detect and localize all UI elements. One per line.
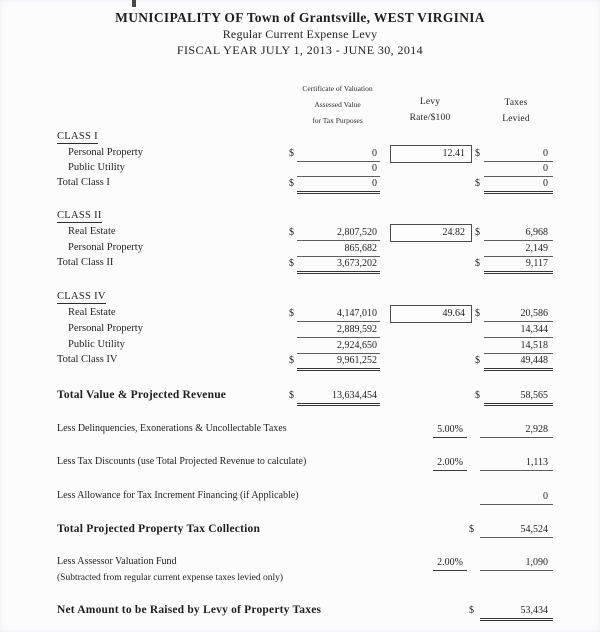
levy-rate-box: 24.82: [390, 224, 472, 242]
class4-row-real-estate: [0, 307, 600, 322]
document-subtitle: Regular Current Expense Levy: [222, 27, 378, 41]
amount-value: 53,434: [480, 604, 553, 619]
fiscal-year-line: FISCAL YEAR JULY 1, 2013 - JUNE 30, 2014: [176, 43, 424, 57]
col-header-rate: Rate/$100: [409, 113, 451, 123]
assessed-value: 13,634,454: [297, 389, 380, 404]
amount-value: 1,113: [480, 456, 553, 471]
taxes-value: 9,117: [484, 257, 553, 272]
amount-value: 2,928: [480, 423, 553, 438]
dollar-sign: $: [289, 390, 294, 401]
class2-title: CLASS II: [57, 210, 102, 221]
net-amount-row: [0, 604, 600, 619]
dollar-sign: $: [289, 178, 294, 189]
class4-total-row: [0, 354, 600, 369]
taxes-value: 20,586: [484, 307, 553, 322]
tif-allowance-row: [0, 490, 600, 505]
levy-rate-box: 12.41: [390, 145, 472, 163]
row-label: Less Delinquencies, Exonerations & Uncollectable Taxes: [57, 423, 287, 434]
row-label: Personal Property: [68, 323, 143, 334]
class1-row-personal-property: [0, 147, 600, 162]
note-text: (Subtracted from regular current expense taxes levied only): [57, 573, 284, 583]
col-header-certificate: Certificate of Valuation: [302, 84, 373, 93]
row-label: Total Class II: [57, 257, 114, 268]
col-header-for-tax-purposes: for Tax Purposes: [312, 116, 363, 125]
tax-discounts-row: [0, 456, 600, 471]
class4-row-personal-property: [0, 323, 600, 338]
assessor-fund-note-row: [0, 573, 600, 588]
assessed-value: 9,961,252: [297, 354, 380, 369]
dollar-sign: $: [475, 178, 480, 189]
levy-rate-box: 49.64: [390, 305, 472, 323]
class1-header-row: [0, 131, 600, 146]
row-label: Personal Property: [68, 242, 143, 253]
delinquencies-row: [0, 423, 600, 438]
taxes-value: 49,448: [484, 354, 553, 369]
total-collection-row: [0, 523, 600, 538]
percent-value: 2.00%: [433, 556, 467, 571]
percent-value: 2.00%: [433, 456, 467, 471]
row-label: Net Amount to be Raised by Levy of Property Taxes: [57, 604, 322, 616]
row-label: Public Utility: [68, 339, 125, 350]
row-label: Personal Property: [68, 147, 143, 158]
percent-value: 5.00%: [433, 423, 467, 438]
class2-total-row: [0, 257, 600, 272]
col-header-levied: Levied: [502, 114, 530, 124]
class2-row-personal-property: [0, 242, 600, 257]
assessor-fund-row: [0, 556, 600, 571]
assessed-value: 865,682: [297, 242, 380, 257]
col-header-levy: Levy: [419, 97, 441, 107]
assessed-value: 0: [297, 162, 380, 177]
dollar-sign: $: [289, 308, 294, 319]
taxes-value: 0: [484, 177, 553, 192]
row-label: Less Tax Discounts (use Total Projected Revenue to calculate): [57, 456, 307, 467]
taxes-value: 14,344: [484, 323, 553, 338]
assessed-value: 0: [297, 147, 380, 162]
total-value-row: [0, 389, 600, 404]
amount-value: 1,090: [480, 556, 553, 571]
amount-value: 54,524: [480, 523, 553, 538]
taxes-value: 58,565: [484, 389, 553, 404]
assessed-value: 3,673,202: [297, 257, 380, 272]
row-label: Less Allowance for Tax Increment Financing (if Applicable): [57, 490, 299, 501]
assessed-value: 2,924,650: [297, 339, 380, 354]
row-label: Total Value & Projected Revenue: [57, 389, 227, 401]
taxes-value: 14,518: [484, 339, 553, 354]
taxes-value: 6,968: [484, 226, 553, 241]
amount-value: 0: [480, 490, 553, 505]
row-label: Real Estate: [68, 226, 116, 237]
taxes-value: 0: [484, 147, 553, 162]
taxes-value: 0: [484, 162, 553, 177]
dollar-sign: $: [469, 605, 474, 616]
dollar-sign: $: [475, 390, 480, 401]
class4-title: CLASS IV: [57, 291, 106, 302]
assessed-value: 2,889,592: [297, 323, 380, 338]
assessed-value: 0: [297, 177, 380, 192]
class1-title: CLASS I: [57, 131, 98, 142]
col-header-assessed-value: Assessed Value: [314, 100, 361, 109]
class4-row-public-utility: [0, 339, 600, 354]
dollar-sign: $: [289, 258, 294, 269]
dollar-sign: $: [475, 258, 480, 269]
dollar-sign: $: [475, 355, 480, 366]
row-label: Total Class I: [57, 177, 110, 188]
dollar-sign: $: [289, 148, 294, 159]
col-header-taxes: Taxes: [504, 98, 528, 108]
scan-artifact: [132, 0, 136, 7]
row-label: Total Class IV: [57, 354, 118, 365]
dollar-sign: $: [289, 227, 294, 238]
row-label: Public Utility: [68, 162, 125, 173]
class1-row-public-utility: [0, 162, 600, 177]
dollar-sign: $: [469, 524, 474, 535]
row-label: Real Estate: [68, 307, 116, 318]
dollar-sign: $: [475, 227, 480, 238]
dollar-sign: $: [475, 148, 480, 159]
assessed-value: 4,147,010: [297, 307, 380, 322]
row-label: Total Projected Property Tax Collection: [57, 523, 261, 535]
class2-row-real-estate: [0, 226, 600, 241]
taxes-value: 2,149: [484, 242, 553, 257]
document-title: MUNICIPALITY OF Town of Grantsville, WEST VIRGINIA: [115, 10, 485, 25]
class2-header-row: [0, 210, 600, 225]
dollar-sign: $: [475, 308, 480, 319]
class4-header-row: [0, 291, 600, 306]
row-label: Less Assessor Valuation Fund: [57, 556, 177, 567]
dollar-sign: $: [289, 355, 294, 366]
assessed-value: 2,807,520: [297, 226, 380, 241]
class1-total-row: [0, 177, 600, 192]
